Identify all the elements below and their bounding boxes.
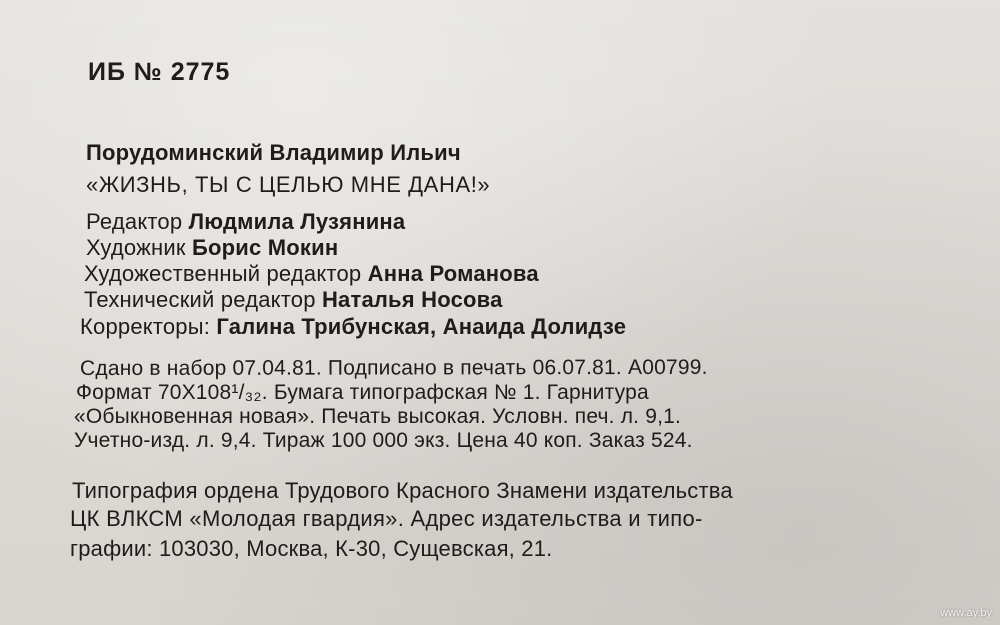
credit-role: Корректоры: xyxy=(80,314,217,339)
print-info-line: Учетно-изд. л. 9,4. Тираж 100 000 экз. Цена 40 коп. Заказ 524. xyxy=(74,429,693,452)
credit-role: Редактор xyxy=(86,209,189,234)
print-info-line: «Обыкновенная новая». Печать высокая. Условн. печ. л. 9,1. xyxy=(74,405,682,428)
credit-name: Борис Мокин xyxy=(191,235,339,260)
typography-line: Типография ордена Трудового Красного Знамени издательства xyxy=(72,478,733,503)
author-name: Порудоминский Владимир Ильич xyxy=(86,140,461,165)
credit-role: Художественный редактор xyxy=(84,261,368,286)
print-info-line: Сдано в набор 07.04.81. Подписано в печать 06.07.81. А00799. xyxy=(79,355,708,380)
credit-artist xyxy=(86,235,338,261)
watermark: www.ay.by xyxy=(940,607,992,619)
typography-line: графии: 103030, Москва, К-30, Сущевская, 21. xyxy=(70,536,553,561)
credit-role: Художник xyxy=(86,235,192,260)
credit-name: Людмила Лузянина xyxy=(188,209,406,234)
credit-art-editor xyxy=(84,261,539,287)
credit-name: Наталья Носова xyxy=(321,287,503,312)
credit-name: Галина Трибунская, Анаида Долидзе xyxy=(216,314,627,339)
credit-role: Технический редактор xyxy=(84,287,322,312)
print-info-line: Формат 70Х108¹/₃₂. Бумага типографская № 1. Гарнитура xyxy=(76,381,649,404)
publication-number: ИБ № 2775 xyxy=(88,58,231,86)
credit-editor xyxy=(86,209,405,235)
credit-name: Анна Романова xyxy=(367,261,539,286)
credit-technical-editor xyxy=(84,287,503,313)
typography-line: ЦК ВЛКСМ «Молодая гвардия». Адрес издательства и типо- xyxy=(70,506,703,531)
book-title: «ЖИЗНЬ, ТЫ С ЦЕЛЬЮ МНЕ ДАНА!» xyxy=(86,172,491,197)
credit-proofreaders xyxy=(80,314,626,340)
